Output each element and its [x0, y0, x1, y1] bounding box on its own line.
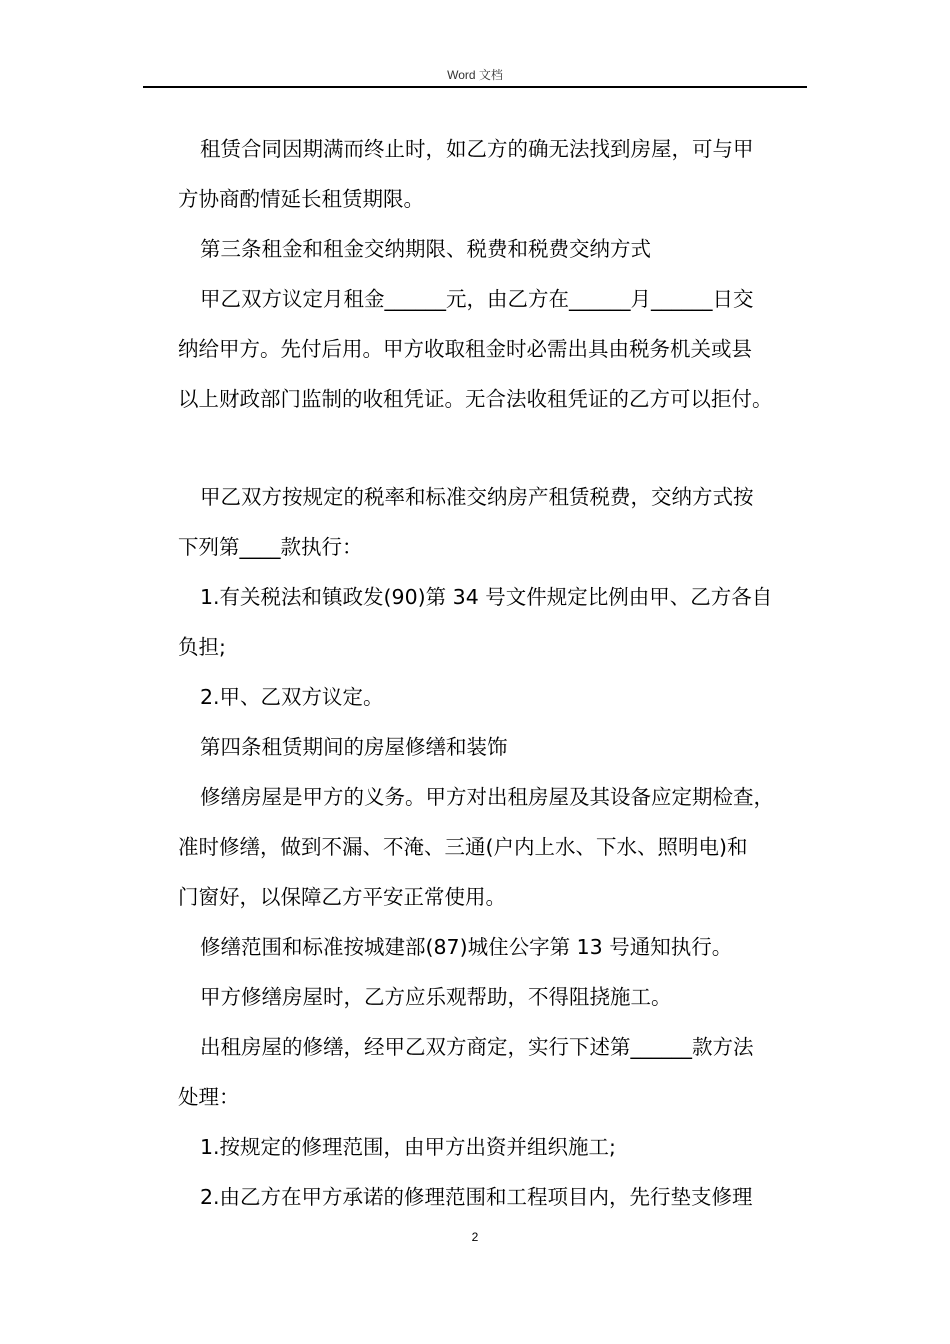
header-title: Word 文档 — [447, 68, 503, 82]
paragraph-line: 甲乙双方议定月租金______元，由乙方在______月______日交 — [200, 287, 754, 311]
paragraph-line: 纳给甲方。先付后用。甲方收取租金时必需出具由税务机关或县 — [178, 337, 752, 361]
paragraph-line: 门窗好，以保障乙方平安正常使用。 — [178, 885, 506, 909]
list-item: 2.由乙方在甲方承诺的修理范围和工程项目内，先行垫支修理 — [200, 1185, 753, 1209]
header-divider — [143, 86, 807, 88]
paragraph-line: 准时修缮，做到不漏、不淹、三通(户内上水、下水、照明电)和 — [178, 835, 748, 859]
page-number: 2 — [471, 1230, 479, 1244]
paragraph-line: 处理： — [178, 1085, 240, 1109]
paragraph-line: 甲方修缮房屋时，乙方应乐观帮助，不得阻挠施工。 — [200, 985, 672, 1009]
list-item: 1.有关税法和镇政发(90)第 34 号文件规定比例由甲、乙方各自 — [200, 585, 773, 609]
section-heading: 第四条租赁期间的房屋修缮和装饰 — [200, 735, 508, 759]
list-item: 1.按规定的修理范围，由甲方出资并组织施工; — [200, 1135, 616, 1159]
paragraph-line: 租赁合同因期满而终止时，如乙方的确无法找到房屋，可与甲 — [200, 137, 754, 161]
paragraph-line: 甲乙双方按规定的税率和标准交纳房产租赁税费，交纳方式按 — [200, 485, 754, 509]
paragraph-line: 出租房屋的修缮，经甲乙双方商定，实行下述第______款方法 — [200, 1035, 754, 1059]
blank-line — [178, 424, 818, 472]
paragraph-line: 方协商酌情延长租赁期限。 — [178, 187, 424, 211]
paragraph-line: 修缮范围和标准按城建部(87)城住公字第 13 号通知执行。 — [200, 935, 733, 959]
section-heading: 第三条租金和租金交纳期限、税费和税费交纳方式 — [200, 237, 651, 261]
paragraph-line: 修缮房屋是甲方的义务。甲方对出租房屋及其设备应定期检查， — [200, 785, 774, 809]
paragraph-line: 下列第____款执行： — [178, 535, 363, 559]
paragraph-line: 负担; — [178, 635, 226, 659]
paragraph-line: 以上财政部门监制的收租凭证。无合法收租凭证的乙方可以拒付。 — [178, 387, 773, 411]
list-item: 2.甲、乙双方议定。 — [200, 685, 384, 709]
document-body — [178, 124, 818, 1222]
